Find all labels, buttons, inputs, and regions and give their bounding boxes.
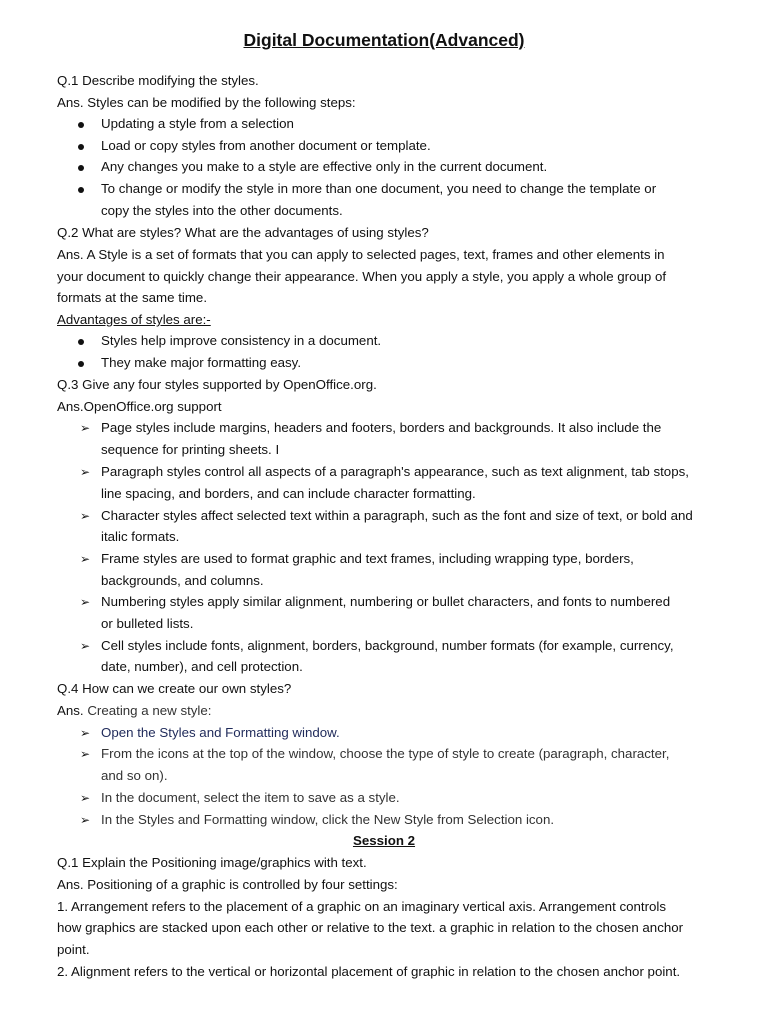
list-item: Page styles include margins, headers and footers, borders and backgrounds. It also include the [101,420,662,435]
list-item: To change or modify the style in more than one document, you need to change the template or [101,181,657,196]
arrow-bullet-icon: ➢ [80,747,91,761]
q3-question: Q.3 Give any four styles supported by OpenOffice.org. [57,377,377,392]
list-item-continuation: backgrounds, and columns. [101,573,264,588]
list-item: Paragraph styles control all aspects of a paragraph's appearance, such as text alignment, tab stops, [101,464,689,479]
list-item-continuation: and so on). [101,768,168,783]
s2-answer-line: 2. Alignment refers to the vertical or horizontal placement of graphic in relation to the chosen anchor point. [57,964,681,979]
list-item: From the icons at the top of the window, choose the type of style to create (paragraph, character, [101,746,670,761]
list-item-continuation: sequence for printing sheets. I [101,442,280,457]
s2-answer-line: 1. Arrangement refers to the placement of a graphic on an imaginary vertical axis. Arrangement controls [57,899,667,914]
bullet-icon [78,144,84,150]
list-item-continuation: italic formats. [101,529,180,544]
s2-question: Q.1 Explain the Positioning image/graphics with text. [57,855,367,870]
arrow-bullet-icon: ➢ [80,595,91,609]
q2-answer-line: formats at the same time. [57,290,208,305]
arrow-bullet-icon: ➢ [80,813,91,827]
q4-question: Q.4 How can we create our own styles? [57,681,292,696]
list-item: Load or copy styles from another document or template. [101,138,431,153]
arrow-bullet-icon: ➢ [80,726,91,740]
list-item-continuation: copy the styles into the other documents. [101,203,343,218]
list-item-continuation: line spacing, and borders, and can include character formatting. [101,486,476,501]
bullet-icon [78,187,84,193]
arrow-bullet-icon: ➢ [80,465,91,479]
list-item-continuation: date, number), and cell protection. [101,659,303,674]
list-item: Numbering styles apply similar alignment, numbering or bullet characters, and fonts to numbered [101,594,671,609]
list-item: Cell styles include fonts, alignment, borders, background, number formats (for example, currency, [101,638,674,653]
q1-answer-intro: Ans. Styles can be modified by the following steps: [57,95,356,110]
bullet-icon [78,361,84,367]
arrow-bullet-icon: ➢ [80,509,91,523]
arrow-bullet-icon: ➢ [80,791,91,805]
q2-answer-line: Ans. A Style is a set of formats that you can apply to selected pages, text, frames and other elements in [57,247,665,262]
s2-answer-intro: Ans. Positioning of a graphic is controlled by four settings: [57,877,398,892]
bullet-icon [78,122,84,128]
list-item: Updating a style from a selection [101,116,294,131]
list-item: They make major formatting easy. [101,355,302,370]
q3-answer-intro: Ans.OpenOffice.org support [57,399,222,414]
s2-answer-line: how graphics are stacked upon each other or relative to the text. a graphic in relation to the chosen anchor [57,920,684,935]
q4-answer-rest: Creating a new style: [87,703,212,718]
arrow-bullet-icon: ➢ [80,639,91,653]
bullet-icon [78,165,84,171]
q1-question: Q.1 Describe modifying the styles. [57,73,259,88]
list-item: Character styles affect selected text within a paragraph, such as the font and size of text, or bold and [101,508,693,523]
list-item: In the document, select the item to save as a style. [101,790,400,805]
list-item: Any changes you make to a style are effective only in the current document. [101,159,548,174]
s2-answer-line: point. [57,942,90,957]
q4-answer-intro [57,702,211,720]
advantages-heading: Advantages of styles are:- [57,312,211,327]
q2-question: Q.2 What are styles? What are the advantages of using styles? [57,225,429,240]
list-item: Styles help improve consistency in a document. [101,333,382,348]
bullet-icon [78,339,84,345]
list-item: Open the Styles and Formatting window. [101,725,340,740]
q2-answer-line: your document to quickly change their appearance. When you apply a style, you apply a whole group of [57,269,667,284]
session-heading: Session 2 [352,833,416,848]
list-item: In the Styles and Formatting window, click the New Style from Selection icon. [101,812,555,827]
list-item-continuation: or bulleted lists. [101,616,194,631]
page-title: Digital Documentation(Advanced) [243,30,525,50]
arrow-bullet-icon: ➢ [80,421,91,435]
list-item: Frame styles are used to format graphic and text frames, including wrapping type, borders, [101,551,634,566]
q4-answer-prefix: Ans. [57,703,88,718]
arrow-bullet-icon: ➢ [80,552,91,566]
